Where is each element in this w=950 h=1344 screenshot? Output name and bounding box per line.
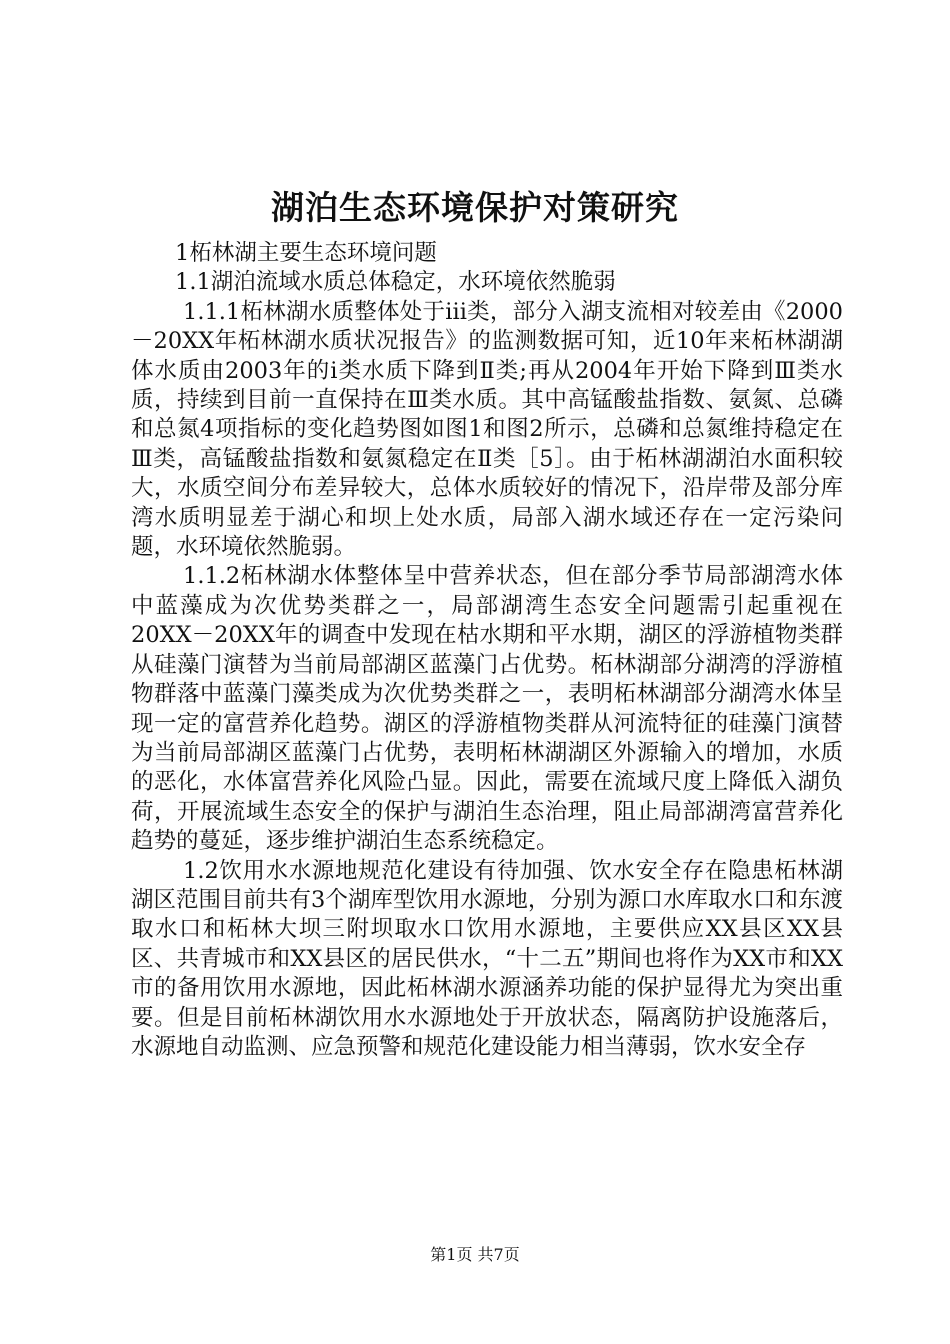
paragraph-1-2: 1.2饮用水水源地规范化建设有待加强、饮水安全存在隐患柘林湖湖区范围目前共有3个湖库型饮用水源地，分别为源口水库取水口和东渡取水口和柘林大坝三附坝取水口饮用水源地，主要供应XX县区XX县区、共青城市和XX县区的居民供水，“十二五”期间也将作为XX市和XX市的备用饮用水源地，因此柘林湖水源涵养功能的保护显得尤为突出重要。但是目前柘林湖饮用水水源地处于开放状态，隔离防护设施落后，水源地自动监测、应急预警和规范化建设能力相当薄弱，饮水安全存 bbox=[131, 857, 843, 1060]
paragraph-1-1-2: 1.1.2柘林湖水体整体呈中营养状态，但在部分季节局部湖湾水体中蓝藻成为次优势类群之一，局部湖湾生态安全问题需引起重视在20XX－20XX年的调查中发现在枯水期和平水期，湖区的浮游植物类群从硅藻门演替为当前局部湖区蓝藻门占优势。柘林湖部分湖湾的浮游植物群落中蓝藻门藻类成为次优势类群之一，表明柘林湖部分湖湾水体呈现一定的富营养化趋势。湖区的浮游植物类群从河流特征的硅藻门演替为当前局部湖区蓝藻门占优势，表明柘林湖湖区外源输入的增加，水质的恶化，水体富营养化风险凸显。因此，需要在流域尺度上降低入湖负荷，开展流域生态安全的保护与湖泊生态治理，阻止局部湖湾富营养化趋势的蔓延，逐步维护湖泊生态系统稳定。 bbox=[131, 563, 843, 855]
section-heading-1: 1柘林湖主要生态环境问题 bbox=[175, 240, 437, 266]
document-body bbox=[131, 239, 843, 1062]
paragraph-1-1-1: 1.1.1柘林湖水质整体处于iii类，部分入湖支流相对较差由《2000－20XX年柘林湖水质状况报告》的监测数据可知，近10年来柘林湖湖体水质由2003年的i类水质下降到Ⅱ类;再从2004年开始下降到Ⅲ类水质，持续到目前一直保持在Ⅲ类水质。其中高锰酸盐指数、氨氮、总磷和总氮4项指标的变化趋势图如图1和图2所示，总磷和总氮维持稳定在Ⅲ类，高锰酸盐指数和氨氮稳定在Ⅱ类［5］。由于柘林湖湖泊水面积较大，水质空间分布差异较大，总体水质较好的情况下，沿岸带及部分库湾水质明显差于湖心和坝上处水质，局部入湖水域还存在一定污染问题，水环境依然脆弱。 bbox=[131, 298, 843, 561]
page-footer: 第1页 共7页 bbox=[430, 1245, 520, 1264]
section-heading-1-1: 1.1湖泊流域水质总体稳定，水环境依然脆弱 bbox=[175, 269, 616, 296]
document-title: 湖泊生态环境保护对策研究 bbox=[271, 188, 679, 227]
